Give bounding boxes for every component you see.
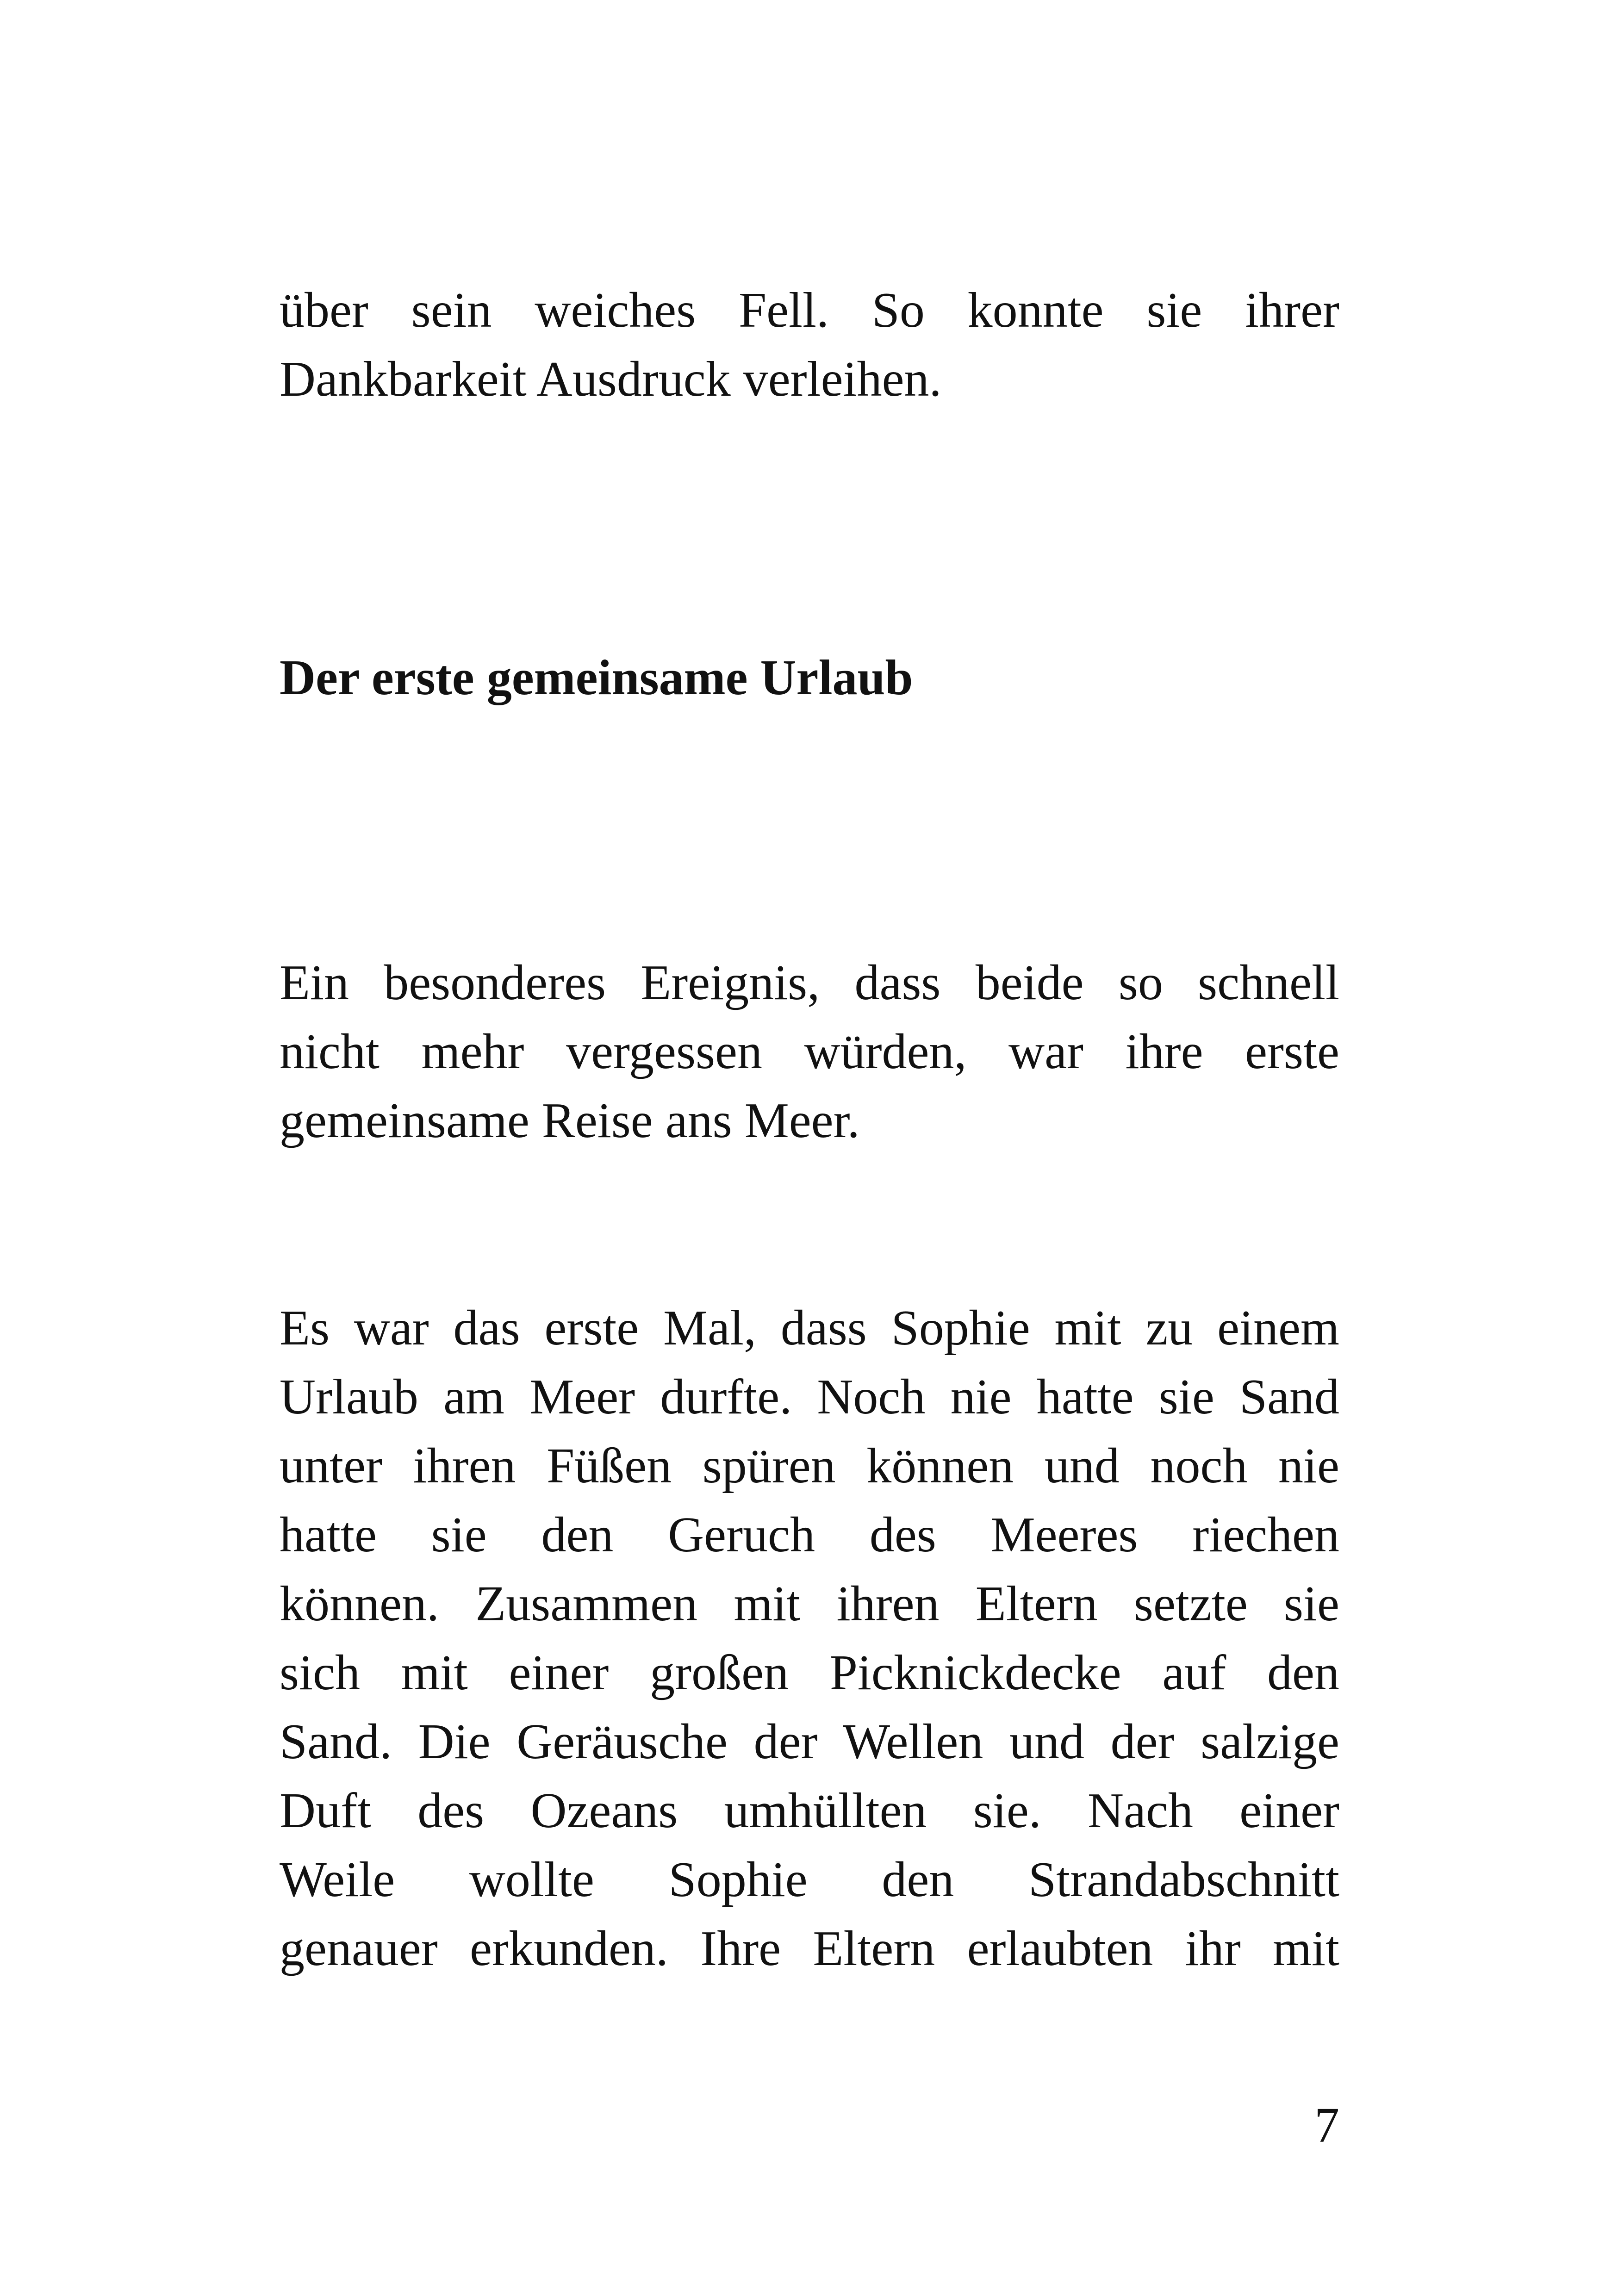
section-heading: Der erste gemeinsame Urlaub — [280, 650, 913, 705]
text-line: können. Zusammen mit ihren Eltern setzte sie — [280, 1576, 1339, 1631]
text-line: über sein weiches Fell. So konnte sie ihrer — [280, 283, 1339, 338]
text-line: hatte sie den Geruch des Meeres riechen — [280, 1507, 1339, 1562]
page-number: 7 — [1314, 2098, 1339, 2153]
text-line: Ein besonderes Ereignis, dass beide so schnell — [280, 955, 1339, 1010]
text-line: Weile wollte Sophie den Strandabschnitt — [280, 1852, 1339, 1907]
text-line: unter ihren Füßen spüren können und noch nie — [280, 1438, 1339, 1493]
text-line: Sand. Die Geräusche der Wellen und der salzige — [280, 1714, 1339, 1769]
paragraph-continuation — [280, 276, 1339, 414]
text-line: Dankbarkeit Ausdruck verleihen. — [280, 352, 942, 407]
text-line: nicht mehr vergessen würden, war ihre erste — [280, 1024, 1339, 1079]
text-line: Duft des Ozeans umhüllten sie. Nach einer — [280, 1783, 1339, 1838]
text-line: sich mit einer großen Picknickdecke auf den — [280, 1645, 1339, 1700]
text-line: genauer erkunden. Ihre Eltern erlaubten ihr mit — [280, 1921, 1339, 1976]
paragraph-intro — [280, 948, 1339, 1155]
text-line: Es war das erste Mal, dass Sophie mit zu einem — [280, 1300, 1339, 1356]
paragraph-story — [280, 1294, 1339, 1983]
text-line: gemeinsame Reise ans Meer. — [280, 1093, 860, 1148]
text-line: Urlaub am Meer durfte. Noch nie hatte sie Sand — [280, 1369, 1339, 1425]
